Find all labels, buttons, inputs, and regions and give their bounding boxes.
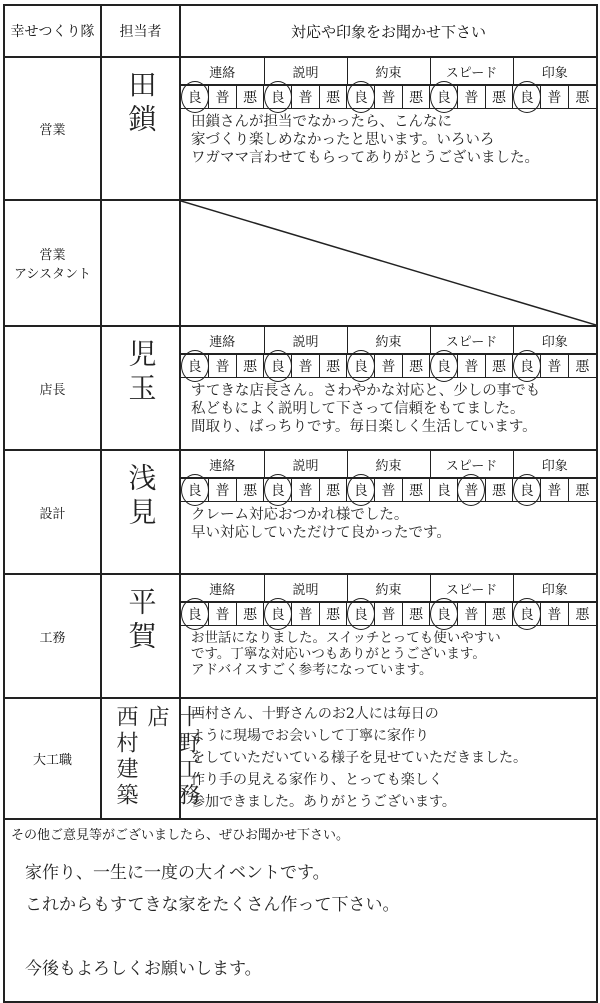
comment-text: クレーム対応おつかれ様でした。 早い対応していただけて良かったです。 [191, 507, 451, 541]
category-label: スピード [430, 327, 513, 354]
rating-option: 普 [541, 479, 569, 502]
rating-option: 悪 [236, 355, 264, 378]
strike-line [181, 201, 596, 325]
evaluation-cell [180, 698, 597, 819]
footer-title: その他ご意見等がございましたら、ぜひお聞かせ下さい。 [11, 828, 350, 843]
rating-option: 普 [292, 479, 320, 502]
rating-option: 良 [264, 479, 292, 502]
category-label: 約束 [347, 58, 430, 85]
category-label: 約束 [347, 327, 430, 354]
rating-options [181, 478, 596, 502]
rating-option: 良 [264, 603, 292, 626]
rating-option: 良 [181, 86, 209, 109]
rating-option: 普 [292, 603, 320, 626]
rating-option: 良 [347, 479, 375, 502]
staff-name: 平賀 [124, 587, 158, 655]
rating-option: 悪 [236, 86, 264, 109]
header-title: 対応や印象をお聞かせ下さい [180, 5, 597, 57]
category-label: 連絡 [181, 58, 264, 85]
staff-name: 児玉 [124, 339, 158, 407]
rating-option: 良 [430, 355, 458, 378]
rating-option: 普 [458, 355, 486, 378]
category-label: 説明 [264, 58, 347, 85]
dept-eigyo: 営業 [4, 57, 101, 200]
rating-option: 普 [375, 355, 403, 378]
rating-option: 良 [181, 603, 209, 626]
rating-option: 良 [513, 355, 541, 378]
rating-option: 普 [209, 355, 237, 378]
staff-name: 田鎖 [124, 70, 158, 138]
rating-option: 悪 [568, 603, 596, 626]
rating-option: 普 [292, 86, 320, 109]
rating-option: 良 [513, 603, 541, 626]
category-label: 連絡 [181, 451, 264, 478]
rating-option: 普 [209, 86, 237, 109]
rating-options [181, 85, 596, 109]
rating-option: 悪 [319, 355, 347, 378]
rating-option: 悪 [485, 479, 513, 502]
rating-option: 普 [541, 603, 569, 626]
category-label: 約束 [347, 451, 430, 478]
comment-text: すてきな店長さん。さわやかな対応と、少しの事でも 私どもによく説明して下さって信頼をもてました。 間取り、ばっちりです。毎日楽しく生活しています。 [191, 383, 541, 435]
category-label: 印象 [513, 575, 596, 602]
category-label: スピード [430, 575, 513, 602]
rating-option: 悪 [402, 86, 430, 109]
rating-option: 良 [347, 86, 375, 109]
category-label: 印象 [513, 58, 596, 85]
category-label: 説明 [264, 327, 347, 354]
category-label: 印象 [513, 451, 596, 478]
rating-option: 悪 [236, 603, 264, 626]
rating-option: 良 [513, 86, 541, 109]
comment-text: 田鎖さんが担当でなかったら、こんなに 家づくり楽しめなかったと思います。いろいろ ワガママ言わせてもらってありがとうございました。 [191, 114, 539, 166]
rating-option: 悪 [402, 603, 430, 626]
rating-options [181, 602, 596, 626]
comment-text: お世話になりました。スイッチとっても使いやすい です。丁寧な対応いつもありがとうございます。 アドバイスすごく参考になっています。 [191, 630, 501, 678]
rating-option: 普 [375, 86, 403, 109]
rating-options [181, 354, 596, 378]
category-label: 説明 [264, 451, 347, 478]
rating-option: 悪 [402, 479, 430, 502]
rating-grid [181, 327, 596, 354]
rating-option: 良 [430, 86, 458, 109]
rating-option: 悪 [319, 603, 347, 626]
rating-option: 普 [458, 603, 486, 626]
rating-option: 普 [375, 603, 403, 626]
rating-option: 悪 [568, 479, 596, 502]
rating-option: 普 [458, 479, 486, 502]
header-team: 幸せつくり隊 [4, 5, 101, 57]
category-label: スピード [430, 451, 513, 478]
rating-option: 普 [541, 86, 569, 109]
rating-grid [181, 575, 596, 602]
staff-name: 浅見 [124, 463, 158, 531]
dept-eigyo-assistant: 営業 アシスタント [4, 200, 101, 326]
staff-name-left: 西村建築 [113, 705, 138, 809]
rating-grid [181, 451, 596, 478]
category-label: 説明 [264, 575, 347, 602]
staff-cell-empty [101, 200, 180, 326]
evaluation-cell [180, 326, 597, 450]
rating-option: 悪 [485, 355, 513, 378]
rating-option: 良 [264, 355, 292, 378]
rating-option: 普 [541, 355, 569, 378]
rating-option: 悪 [485, 86, 513, 109]
rating-option: 悪 [485, 603, 513, 626]
rating-option: 悪 [568, 86, 596, 109]
rating-option: 悪 [568, 355, 596, 378]
staff-name-right: 十野工務店 [144, 705, 200, 809]
category-label: 連絡 [181, 327, 264, 354]
dept-tencho: 店長 [4, 326, 101, 450]
rating-option: 普 [209, 479, 237, 502]
rating-option: 良 [181, 479, 209, 502]
comment-text: 西村さん、十野さんのお2人には毎日の ように現場でお会いして丁寧に家作り をしていただいている様子を見せていただきました。 作り手の見える家作り、とっても楽しく 参加できました。ありがとうございます。 [191, 706, 527, 810]
survey-form [3, 4, 598, 1003]
rating-option: 良 [347, 603, 375, 626]
footer-section [4, 819, 597, 1002]
category-label: 約束 [347, 575, 430, 602]
dept-daikushoku: 大工職 [4, 698, 101, 819]
rating-option: 良 [347, 355, 375, 378]
rating-option: 良 [181, 355, 209, 378]
rating-option: 普 [375, 479, 403, 502]
evaluation-cell-crossed [180, 200, 597, 326]
rating-option: 悪 [402, 355, 430, 378]
evaluation-cell [180, 450, 597, 574]
rating-option: 普 [458, 86, 486, 109]
rating-option: 悪 [236, 479, 264, 502]
evaluation-cell [180, 57, 597, 200]
dept-sekkei: 設計 [4, 450, 101, 574]
rating-option: 普 [209, 603, 237, 626]
footer-comment: 家作り、一生に一度の大イベントです。 これからもすてきな家をたくさん作って下さい。 今後もよろしくお願いします。 [25, 863, 400, 979]
rating-option: 良 [264, 86, 292, 109]
rating-option: 良 [430, 603, 458, 626]
rating-option: 悪 [319, 479, 347, 502]
rating-option: 悪 [319, 86, 347, 109]
rating-option: 普 [292, 355, 320, 378]
rating-option: 良 [513, 479, 541, 502]
header-staff: 担当者 [101, 5, 180, 57]
rating-option: 良 [430, 479, 458, 502]
evaluation-cell [180, 574, 597, 698]
category-label: 印象 [513, 327, 596, 354]
category-label: 連絡 [181, 575, 264, 602]
rating-grid [181, 58, 596, 85]
dept-koumu: 工務 [4, 574, 101, 698]
category-label: スピード [430, 58, 513, 85]
